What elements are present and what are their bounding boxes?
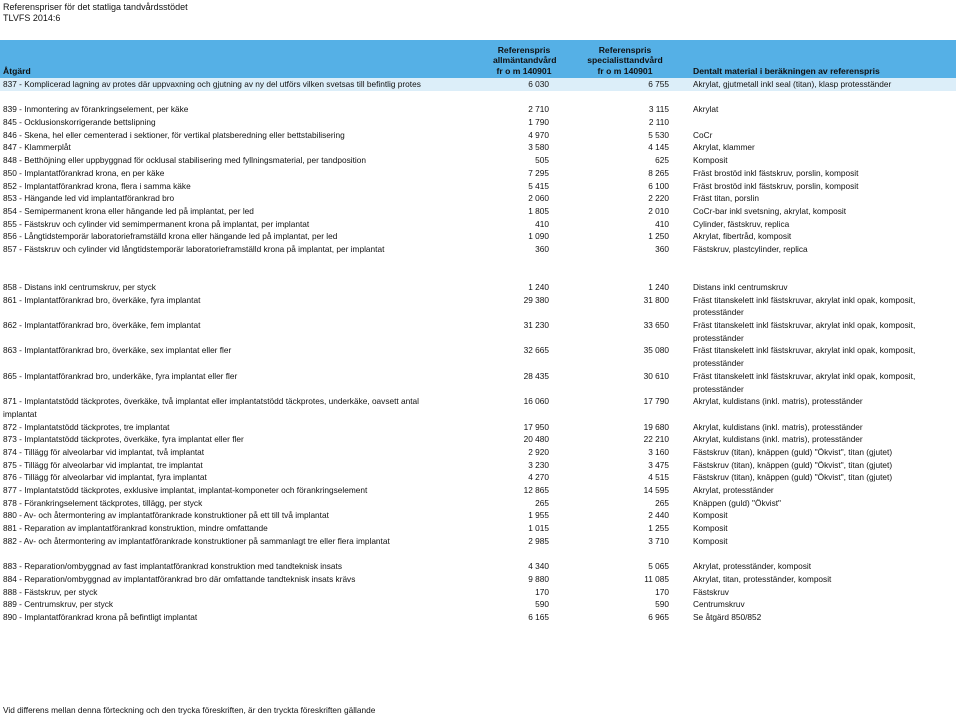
cell-material: Akrylat, klammer bbox=[693, 142, 755, 153]
cell-price-allmantandvard: 6 165 bbox=[528, 611, 549, 622]
cell-material: Cylinder, fästskruv, replica bbox=[693, 218, 790, 229]
table-row bbox=[0, 141, 956, 154]
cell-atgard: 882 - Av- och återmontering av implantatförankrade konstruktioner på sammanlagt tre eller flera implantat bbox=[3, 535, 390, 546]
cell-atgard: 861 - Implantatförankrad bro, överkäke, fyra implantat bbox=[3, 294, 201, 305]
cell-price-specialisttandvard: 3 710 bbox=[648, 535, 669, 546]
table-header bbox=[0, 40, 956, 78]
cell-price-allmantandvard: 2 060 bbox=[528, 193, 549, 204]
cell-material: Fästskruv bbox=[693, 586, 729, 597]
cell-material: Fräst brostöd inkl fästskruv, porslin, komposit bbox=[693, 167, 859, 178]
cell-atgard: 848 - Betthöjning eller uppbyggnad för ocklusal stabilisering med fyllningsmaterial, per tandposition bbox=[3, 155, 366, 166]
cell-atgard: 884 - Reparation/ombyggnad av implantatförankrad bro där omfattande tandteknisk insats krävs bbox=[3, 573, 356, 584]
document-title: Referenspriser för det statliga tandvårdsstödet bbox=[3, 2, 188, 12]
cell-material: Fräst titanskelett inkl fästskruvar, akrylat inkl opak, komposit, protesständer bbox=[693, 345, 916, 369]
cell-price-specialisttandvard: 265 bbox=[655, 497, 669, 508]
header-material-label: Dentalt material i beräkningen av referenspris bbox=[693, 65, 880, 76]
header-spec-line3: fr o m 140901 bbox=[597, 65, 653, 76]
cell-atgard: 847 - Klammerplåt bbox=[3, 142, 71, 153]
table-row bbox=[0, 421, 956, 434]
cell-material: Akrylat, kuldistans (inkl. matris), protesständer bbox=[693, 421, 863, 432]
cell-price-allmantandvard: 410 bbox=[535, 218, 549, 229]
cell-material: Fräst titan, porslin bbox=[693, 193, 759, 204]
table-row bbox=[0, 281, 956, 294]
table-row bbox=[0, 370, 956, 395]
price-table-body bbox=[0, 78, 956, 624]
cell-atgard: 846 - Skena, hel eller cementerad i sektioner, för vertikal platsberedning eller bettstabilisering bbox=[3, 129, 345, 140]
cell-price-allmantandvard: 16 060 bbox=[523, 396, 549, 407]
cell-material: CoCr bbox=[693, 129, 713, 140]
cell-price-allmantandvard: 1 015 bbox=[528, 523, 549, 534]
cell-atgard: 873 - Implantatstödd täckprotes, överkäke, fyra implantat eller fler bbox=[3, 434, 244, 445]
cell-price-specialisttandvard: 11 085 bbox=[644, 573, 669, 584]
header-spec-line2: specialisttandvård bbox=[587, 55, 663, 65]
cell-price-specialisttandvard: 590 bbox=[655, 599, 669, 610]
table-row bbox=[0, 243, 956, 256]
cell-material: Komposit bbox=[693, 523, 728, 534]
cell-price-specialisttandvard: 170 bbox=[655, 586, 669, 597]
cell-atgard: 878 - Förankringselement täckprotes, tillägg, per styck bbox=[3, 497, 203, 508]
cell-material: Akrylat, titan, protesständer, komposit bbox=[693, 573, 832, 584]
cell-atgard: 880 - Av- och återmontering av implantatförankrade konstruktioner på ett till två implantat bbox=[3, 510, 329, 521]
cell-atgard: 883 - Reparation/ombyggnad av fast implantatförankrad konstruktion med tandteknisk insats bbox=[3, 561, 342, 572]
cell-price-specialisttandvard: 5 530 bbox=[648, 129, 669, 140]
cell-price-specialisttandvard: 3 160 bbox=[648, 447, 669, 458]
header-spec-line1: Referenspris bbox=[598, 44, 652, 55]
table-row bbox=[0, 167, 956, 180]
table-row bbox=[0, 471, 956, 484]
cell-price-allmantandvard: 7 295 bbox=[528, 167, 549, 178]
table-row bbox=[0, 522, 956, 535]
table-spacer bbox=[0, 91, 956, 104]
cell-material: Fästskruv (titan), knäppen (guld) "Ökvist", titan (gjutet) bbox=[693, 472, 893, 483]
table-row bbox=[0, 484, 956, 497]
cell-price-specialisttandvard: 4 145 bbox=[648, 142, 669, 153]
cell-price-specialisttandvard: 6 965 bbox=[648, 611, 669, 622]
cell-atgard: 845 - Ocklusionskorrigerande bettslipning bbox=[3, 117, 156, 128]
cell-material: Akrylat, gjutmetall inkl seal (titan), klasp protesständer bbox=[693, 79, 892, 89]
table-row bbox=[0, 509, 956, 522]
cell-price-allmantandvard: 28 435 bbox=[523, 370, 549, 381]
table-spacer bbox=[0, 256, 956, 269]
cell-price-allmantandvard: 3 230 bbox=[528, 459, 549, 470]
cell-material: Akrylat, kuldistans (inkl. matris), protesständer bbox=[693, 434, 863, 445]
cell-material: Distans inkl centrumskruv bbox=[693, 282, 788, 292]
cell-price-specialisttandvard: 2 440 bbox=[648, 510, 669, 521]
cell-price-allmantandvard: 3 580 bbox=[528, 142, 549, 153]
table-row bbox=[0, 205, 956, 218]
table-row bbox=[0, 611, 956, 624]
table-row bbox=[0, 180, 956, 193]
cell-price-allmantandvard: 5 415 bbox=[528, 180, 549, 191]
table-spacer bbox=[0, 268, 956, 281]
cell-price-allmantandvard: 360 bbox=[535, 243, 549, 254]
cell-atgard: 862 - Implantatförankrad bro, överkäke, fem implantat bbox=[3, 320, 201, 331]
cell-atgard: 854 - Semipermanent krona eller hängande led på implantat, per led bbox=[3, 205, 254, 216]
table-row bbox=[0, 459, 956, 472]
header-allm-line3: fr o m 140901 bbox=[496, 65, 552, 76]
table-spacer bbox=[0, 548, 956, 561]
cell-price-specialisttandvard: 4 515 bbox=[648, 472, 669, 483]
cell-price-specialisttandvard: 3 475 bbox=[648, 459, 669, 470]
cell-price-specialisttandvard: 360 bbox=[655, 243, 669, 254]
cell-price-allmantandvard: 2 920 bbox=[528, 447, 549, 458]
cell-atgard: 852 - Implantatförankrad krona, flera i samma käke bbox=[3, 180, 191, 191]
cell-atgard: 837 - Komplicerad lagning av protes där uppvaxning och gjutning av ny del utförs vilken svetsas till befintlig protes bbox=[3, 79, 421, 89]
cell-price-specialisttandvard: 625 bbox=[655, 155, 669, 166]
cell-price-specialisttandvard: 31 800 bbox=[643, 294, 669, 305]
cell-price-specialisttandvard: 33 650 bbox=[643, 320, 669, 331]
table-row bbox=[0, 586, 956, 599]
table-row bbox=[0, 560, 956, 573]
header-atgard-label: Åtgärd bbox=[3, 65, 31, 76]
cell-atgard: 876 - Tillägg för alveolarbar vid implantat, fyra implantat bbox=[3, 472, 207, 483]
cell-material: Komposit bbox=[693, 510, 728, 521]
header-atgard bbox=[3, 66, 31, 77]
cell-atgard: 890 - Implantatförankrad krona på befintligt implantat bbox=[3, 611, 198, 622]
table-row bbox=[0, 344, 956, 369]
cell-atgard: 874 - Tillägg för alveolarbar vid implantat, två implantat bbox=[3, 447, 205, 458]
cell-material: Centrumskruv bbox=[693, 599, 745, 610]
table-row bbox=[0, 192, 956, 205]
cell-price-specialisttandvard: 8 265 bbox=[648, 167, 669, 178]
cell-price-allmantandvard: 590 bbox=[535, 599, 549, 610]
cell-price-specialisttandvard: 2 110 bbox=[648, 117, 669, 128]
cell-material: Komposit bbox=[693, 535, 728, 546]
cell-price-allmantandvard: 265 bbox=[535, 497, 549, 508]
header-allm-line1: Referenspris bbox=[497, 44, 551, 55]
cell-price-allmantandvard: 32 665 bbox=[523, 345, 549, 356]
header-allmantandvard bbox=[493, 45, 555, 77]
cell-atgard: 863 - Implantatförankrad bro, överkäke, sex implantat eller fler bbox=[3, 345, 232, 356]
cell-price-specialisttandvard: 1 255 bbox=[648, 523, 669, 534]
cell-material: Fräst titanskelett inkl fästskruvar, akrylat inkl opak, komposit, protesständer bbox=[693, 320, 916, 343]
cell-material: Fräst brostöd inkl fästskruv, porslin, komposit bbox=[693, 180, 859, 191]
cell-atgard: 839 - Inmontering av förankringselement, per käke bbox=[3, 104, 189, 115]
cell-atgard: 871 - Implantatstödd täckprotes, överkäke, två implantat eller implantatstödd täckprotes, underkäke, oavsett antal implantat bbox=[3, 396, 419, 419]
table-row bbox=[0, 154, 956, 167]
cell-material: Akrylat, kuldistans (inkl. matris), protesständer bbox=[693, 396, 863, 407]
cell-atgard: 850 - Implantatförankrad krona, en per käke bbox=[3, 167, 165, 178]
cell-price-specialisttandvard: 410 bbox=[655, 218, 669, 229]
cell-price-allmantandvard: 1 790 bbox=[528, 117, 549, 128]
table-row bbox=[0, 103, 956, 116]
cell-price-allmantandvard: 1 805 bbox=[528, 205, 549, 216]
cell-price-specialisttandvard: 5 065 bbox=[648, 561, 669, 572]
cell-atgard: 877 - Implantatstödd täckprotes, exklusive implantat, implantat-komponeter och förankringselement bbox=[3, 485, 368, 496]
cell-price-specialisttandvard: 6 755 bbox=[648, 79, 669, 89]
table-row bbox=[0, 218, 956, 231]
cell-material: Fästskruv (titan), knäppen (guld) "Ökvist", titan (gjutet) bbox=[693, 447, 893, 458]
cell-price-allmantandvard: 9 880 bbox=[528, 573, 549, 584]
table-row bbox=[0, 535, 956, 548]
cell-price-specialisttandvard: 19 680 bbox=[643, 421, 669, 432]
cell-price-allmantandvard: 170 bbox=[535, 586, 549, 597]
cell-price-allmantandvard: 4 340 bbox=[528, 561, 549, 572]
cell-atgard: 855 - Fästskruv och cylinder vid semimpermanent krona på implantat, per implantat bbox=[3, 218, 310, 229]
document-subtitle: TLVFS 2014:6 bbox=[3, 13, 61, 23]
cell-atgard: 856 - Långtidstemporär laboratorieframställd krona eller hängande led på implantat, per led bbox=[3, 231, 338, 242]
cell-material: Akrylat bbox=[693, 104, 719, 115]
cell-material: Akrylat, protesständer bbox=[693, 485, 774, 496]
cell-material: Fräst titanskelett inkl fästskruvar, akrylat inkl opak, komposit, protesständer bbox=[693, 294, 916, 318]
cell-price-allmantandvard: 2 710 bbox=[528, 104, 549, 115]
table-row bbox=[0, 230, 956, 243]
cell-price-allmantandvard: 2 985 bbox=[528, 535, 549, 546]
cell-price-allmantandvard: 31 230 bbox=[523, 320, 549, 331]
cell-material: Komposit bbox=[693, 155, 728, 166]
cell-price-allmantandvard: 4 970 bbox=[528, 129, 549, 140]
cell-price-allmantandvard: 20 480 bbox=[523, 434, 549, 445]
cell-price-allmantandvard: 1 090 bbox=[528, 231, 549, 242]
cell-material: Fästskruv, plastcylinder, replica bbox=[693, 243, 808, 254]
table-row bbox=[0, 573, 956, 586]
table-row bbox=[0, 129, 956, 142]
header-specialisttandvard bbox=[585, 45, 665, 77]
cell-material: Fästskruv (titan), knäppen (guld) "Ökvist", titan (gjutet) bbox=[693, 459, 893, 470]
cell-price-allmantandvard: 4 270 bbox=[528, 472, 549, 483]
cell-price-specialisttandvard: 3 115 bbox=[648, 104, 669, 115]
cell-price-specialisttandvard: 35 080 bbox=[643, 345, 669, 356]
cell-atgard: 858 - Distans inkl centrumskruv, per styck bbox=[3, 282, 156, 292]
footer-note: Vid differens mellan denna förteckning och den trycka föreskriften, är den tryckta föreskriften gällande bbox=[3, 705, 376, 715]
cell-price-allmantandvard: 29 380 bbox=[523, 294, 549, 305]
cell-material: Se åtgärd 850/852 bbox=[693, 611, 762, 622]
cell-material: CoCr-bar inkl svetsning, akrylat, komposit bbox=[693, 205, 847, 216]
table-row bbox=[0, 497, 956, 510]
cell-atgard: 853 - Hängande led vid implantatförankrad bro bbox=[3, 193, 175, 204]
cell-material: Fräst titanskelett inkl fästskruvar, akrylat inkl opak, komposit, protesständer bbox=[693, 370, 916, 394]
cell-price-specialisttandvard: 6 100 bbox=[648, 180, 669, 191]
cell-price-specialisttandvard: 17 790 bbox=[643, 396, 669, 407]
cell-atgard: 857 - Fästskruv och cylinder vid långtidstemporär laboratorieframställd krona på implantat, per implantat bbox=[3, 243, 385, 254]
table-row bbox=[0, 446, 956, 459]
cell-price-specialisttandvard: 1 250 bbox=[648, 231, 669, 242]
cell-material: Akrylat, protesständer, komposit bbox=[693, 561, 812, 572]
table-row bbox=[0, 433, 956, 446]
table-row bbox=[0, 598, 956, 611]
cell-atgard: 889 - Centrumskruv, per styck bbox=[3, 599, 114, 610]
cell-price-specialisttandvard: 14 595 bbox=[643, 485, 669, 496]
cell-price-allmantandvard: 1 240 bbox=[528, 282, 549, 292]
table-row bbox=[0, 319, 956, 344]
table-row bbox=[0, 116, 956, 129]
cell-atgard: 875 - Tillägg för alveolarbar vid implantat, tre implantat bbox=[3, 459, 203, 470]
cell-price-specialisttandvard: 30 610 bbox=[643, 370, 669, 381]
header-allm-line2: allmäntandvård bbox=[493, 55, 557, 65]
cell-material: Knäppen (guld) "Ökvist" bbox=[693, 497, 781, 508]
table-row bbox=[0, 395, 956, 420]
cell-price-specialisttandvard: 2 220 bbox=[648, 193, 669, 204]
table-row bbox=[0, 294, 956, 319]
cell-atgard: 872 - Implantatstödd täckprotes, tre implantat bbox=[3, 421, 170, 432]
cell-price-allmantandvard: 505 bbox=[535, 155, 549, 166]
cell-price-allmantandvard: 17 950 bbox=[523, 421, 549, 432]
cell-price-specialisttandvard: 22 210 bbox=[643, 434, 669, 445]
header-material bbox=[693, 66, 880, 77]
cell-material: Akrylat, fibertråd, komposit bbox=[693, 231, 792, 242]
cell-price-allmantandvard: 6 030 bbox=[528, 79, 549, 89]
cell-price-allmantandvard: 12 865 bbox=[523, 485, 549, 496]
cell-atgard: 888 - Fästskruv, per styck bbox=[3, 586, 98, 597]
cell-price-specialisttandvard: 1 240 bbox=[648, 282, 669, 292]
cell-atgard: 865 - Implantatförankrad bro, underkäke, fyra implantat eller fler bbox=[3, 370, 238, 381]
cell-price-specialisttandvard: 2 010 bbox=[648, 205, 669, 216]
table-row bbox=[0, 78, 956, 91]
cell-atgard: 881 - Reparation av implantatförankrad konstruktion, mindre omfattande bbox=[3, 523, 268, 534]
cell-price-allmantandvard: 1 955 bbox=[528, 510, 549, 521]
